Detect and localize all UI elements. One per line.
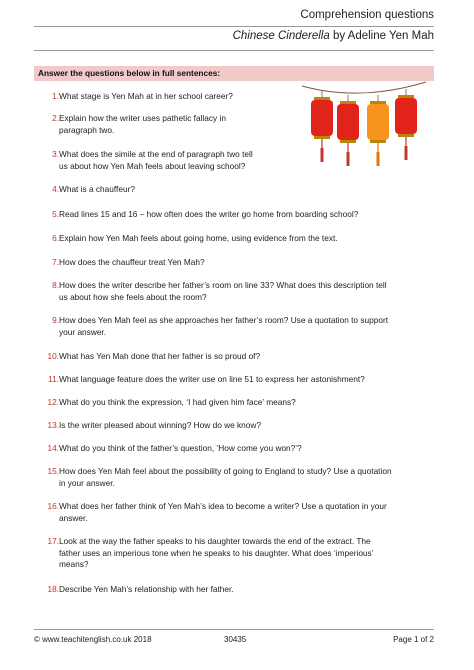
question-text: What does her father think of Yen Mah’s idea to become a writer? Use a quotation in your answer.: [59, 501, 387, 523]
work-author: by Adeline Yen Mah: [329, 30, 434, 42]
question-item: [40, 149, 253, 172]
question-item: [40, 257, 205, 269]
question-text: Look at the way the father speaks to his daughter towards the end of the extract. The father uses an imperious tone when he speaks to his daughter. What does ‘imperious’ means?: [59, 536, 374, 569]
question-text: How does the chauffeur treat Yen Mah?: [59, 257, 205, 267]
question-item: [40, 420, 261, 432]
question-item: [40, 351, 260, 363]
question-text: What do you think of the father’s question, ‘How come you won?’?: [59, 443, 302, 453]
question-number: 4.: [52, 184, 59, 194]
lantern-icon: [311, 91, 333, 162]
question-number: 10.: [47, 351, 59, 361]
question-number: 18.: [47, 584, 59, 594]
question-item: [40, 466, 392, 489]
question-number: 13.: [47, 420, 59, 430]
question-number: 5.: [52, 209, 59, 219]
instruction-bar: [34, 66, 434, 81]
question-text: Read lines 15 and 16 – how often does the writer go home from boarding school?: [59, 209, 359, 219]
question-text: What does the simile at the end of paragraph two tell us about how Yen Mah feels about leaving school?: [59, 149, 253, 171]
lantern-icon: [367, 95, 389, 166]
question-text: What language feature does the writer use on line 51 to express her astonishment?: [59, 374, 365, 384]
chinese-lanterns-illustration: [300, 80, 428, 175]
header-rule-bottom: [34, 50, 434, 51]
instruction-text: Answer the questions below in full sentences:: [38, 68, 221, 78]
header-rule-top: [34, 26, 434, 27]
question-text: Is the writer pleased about winning? How do we know?: [59, 420, 262, 430]
work-title-line: [233, 29, 434, 43]
question-text: What do you think the expression, ‘I had given him face’ means?: [59, 397, 296, 407]
question-number: 14.: [47, 443, 59, 453]
question-number: 15.: [47, 466, 59, 476]
question-number: 11.: [48, 374, 59, 384]
question-item: [40, 397, 296, 409]
page-number: Page 1 of 2: [393, 635, 434, 644]
question-text: Explain how the writer uses pathetic fallacy in paragraph two.: [59, 113, 226, 135]
question-number: 2.: [52, 113, 59, 123]
question-text: How does Yen Mah feel about the possibility of going to England to study? Use a quotation in your answer.: [59, 466, 392, 488]
question-item: [40, 184, 135, 196]
question-number: 1.: [52, 91, 59, 101]
question-item: [40, 280, 387, 303]
question-number: 9.: [52, 315, 59, 325]
question-text: What has Yen Mah done that her father is so proud of?: [59, 351, 261, 361]
question-item: [40, 501, 387, 524]
question-number: 6.: [52, 233, 59, 243]
question-number: 8.: [52, 280, 59, 290]
question-item: [40, 233, 338, 245]
work-title: Chinese Cinderella: [232, 30, 330, 42]
lantern-icon: [337, 95, 359, 166]
question-item: [40, 91, 233, 103]
question-item: [40, 209, 358, 221]
question-item: [40, 374, 365, 386]
page-title: Comprehension questions: [300, 9, 434, 21]
question-item: [40, 443, 302, 455]
resource-id: 30435: [224, 635, 247, 644]
question-text: Explain how Yen Mah feels about going home, using evidence from the text.: [59, 233, 338, 243]
copyright-text: © www.teachitenglish.co.uk 2018: [34, 635, 152, 644]
question-text: How does Yen Mah feel as she approaches her father’s room? Use a quotation to support your answer.: [59, 315, 389, 337]
question-item: [40, 536, 374, 571]
question-number: 16.: [47, 501, 59, 511]
question-number: 17.: [47, 536, 59, 546]
question-item: [40, 113, 226, 136]
question-number: 7.: [52, 257, 59, 267]
footer-rule: [34, 629, 434, 630]
question-text: What stage is Yen Mah at in her school career?: [59, 91, 233, 101]
lantern-icon: [395, 89, 417, 160]
question-number: 3.: [52, 149, 59, 159]
question-number: 12.: [47, 397, 59, 407]
question-text: What is a chauffeur?: [59, 184, 135, 194]
question-text: Describe Yen Mah’s relationship with her father.: [59, 584, 234, 594]
question-item: [40, 315, 388, 338]
question-item: [40, 584, 234, 596]
question-text: How does the writer describe her father’s room on line 33? What does this description tell us about how she feels about the room?: [59, 280, 387, 302]
